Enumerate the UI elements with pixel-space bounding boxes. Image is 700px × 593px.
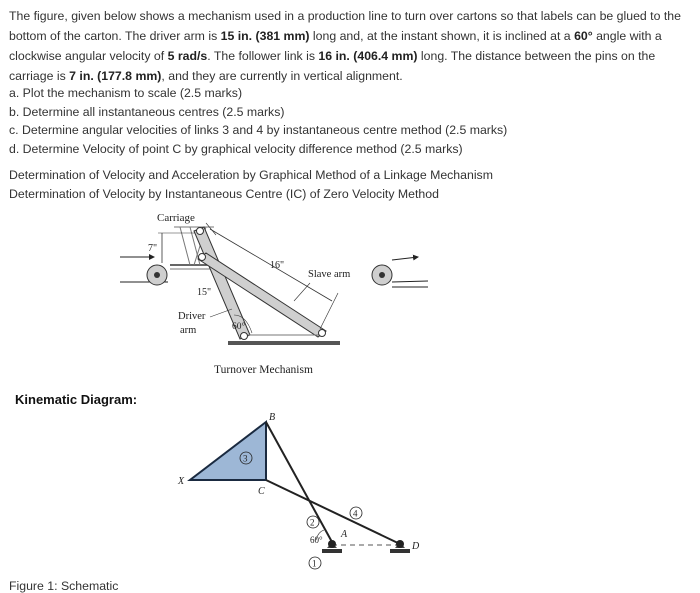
kinematic-diagram xyxy=(170,408,440,576)
dimension-tick xyxy=(320,293,338,329)
arm-label: arm xyxy=(180,325,197,336)
intro-text: angle with a clockwise angular velocity of xyxy=(9,29,662,63)
intro-text: , and they are currently in vertical alignment. xyxy=(161,69,403,83)
link-3-triangle xyxy=(190,422,266,480)
carriage-label: Carriage xyxy=(157,212,195,224)
dimension-tick xyxy=(206,223,216,235)
conveyor-line xyxy=(392,281,428,282)
intro-text: . The follower link is xyxy=(207,49,319,63)
pin-a xyxy=(241,333,248,340)
problem-statement xyxy=(9,6,693,86)
link-2-line xyxy=(266,422,332,542)
point-b-label: B xyxy=(269,412,276,423)
task-item: d. Determine Velocity of point C by graphical velocity difference method (2.5 marks) xyxy=(9,141,463,156)
conveyor-line xyxy=(392,257,418,260)
intro-text: long and, at the instant shown, it is inclined at a xyxy=(309,29,575,43)
link-1-label: 1 xyxy=(312,558,317,569)
figure-caption: Figure 1: Schematic xyxy=(9,579,119,593)
slave-arm-link xyxy=(198,253,326,337)
link-3-label: 3 xyxy=(243,453,248,464)
dim-15-label: 15" xyxy=(197,287,212,298)
conveyor-roller-hub xyxy=(154,272,160,278)
turnover-mechanism-figure xyxy=(110,205,430,385)
conveyor-roller-hub xyxy=(379,272,385,278)
intro-text: long. The distance between the pins on the carriage is xyxy=(9,49,656,83)
method-line: Determination of Velocity and Acceleration by Graphical Method of a Linkage Mechanism xyxy=(9,168,493,182)
angular-velocity-value: 5 rad/s xyxy=(167,49,208,63)
turnover-caption: Turnover Mechanism xyxy=(214,364,313,376)
point-a-label: A xyxy=(341,529,348,540)
point-c-label: C xyxy=(258,486,265,497)
task-list xyxy=(9,84,699,158)
task-item: b. Determine all instantaneous centres (2.5 marks) xyxy=(9,104,285,119)
leader-line xyxy=(294,283,310,301)
method-line: Determination of Velocity by Instantaneous Centre (IC) of Zero Velocity Method xyxy=(9,187,439,201)
link-4-line xyxy=(266,480,400,544)
pin-b xyxy=(197,228,204,235)
pivot-d-pin xyxy=(396,540,404,548)
dim-7-label: 7" xyxy=(148,243,158,254)
driver-angle-value: 60° xyxy=(574,29,593,43)
slave-arm-label: Slave arm xyxy=(308,269,351,280)
intro-text: The figure, given below shows a mechanism used in a production line to turn over cartons so that labels can be glued to the bottom of the carton. The driver arm is xyxy=(9,9,681,43)
carriage-frame xyxy=(180,227,190,265)
point-x-label: X xyxy=(178,476,185,487)
pin-distance-value: 7 in. (177.8 mm) xyxy=(69,69,162,83)
link-2-label: 2 xyxy=(310,517,315,528)
pivot-a-base xyxy=(322,549,342,553)
driver-length-value: 15 in. (381 mm) xyxy=(220,29,310,43)
driver-label: Driver xyxy=(178,311,206,322)
follower-length-value: 16 in. (406.4 mm) xyxy=(318,49,418,63)
dim-16-label: 16" xyxy=(270,260,285,271)
pivot-a-pin xyxy=(328,540,336,548)
ground-base xyxy=(314,341,340,345)
pivot-d-base xyxy=(390,549,410,553)
angle-60-label: 60° xyxy=(232,322,246,332)
point-d-label: D xyxy=(412,541,420,552)
link-4-label: 4 xyxy=(353,508,358,519)
task-item: c. Determine angular velocities of links 3 and 4 by instantaneous centre method (2.5 marks) xyxy=(9,123,508,137)
pin-d xyxy=(319,330,326,337)
pin-c xyxy=(199,254,206,261)
task-item: a. Plot the mechanism to scale (2.5 marks) xyxy=(9,86,243,100)
angle-60-label: 60° xyxy=(310,535,323,545)
kinematic-heading: Kinematic Diagram: xyxy=(15,392,138,407)
